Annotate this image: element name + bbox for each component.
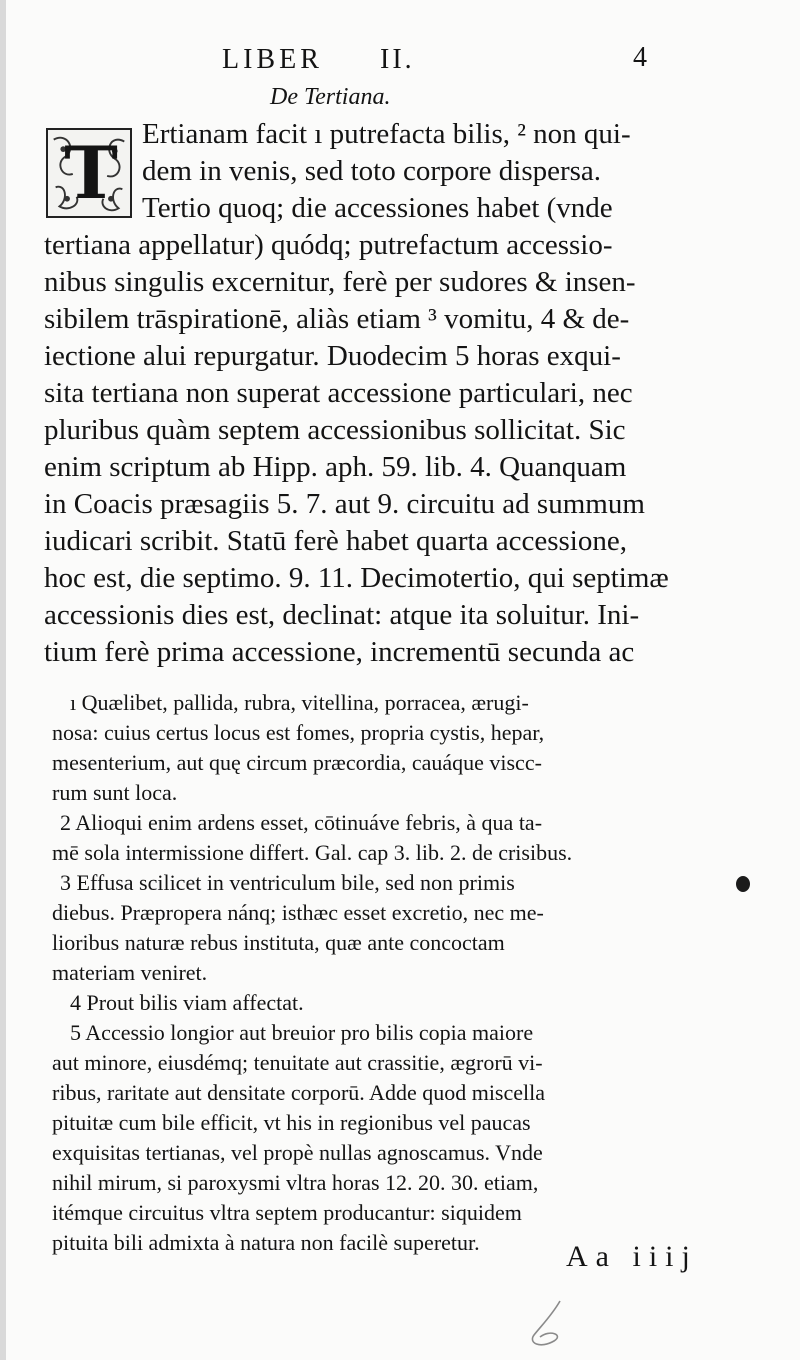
note-line: diebus. Præpropera nánq; isthæc esset excretio, nec me-	[52, 900, 544, 925]
main-text-line: in Coacis præsagiis 5. 7. aut 9. circuitu ad summum	[44, 488, 645, 520]
note-line: nosa: cuius certus locus est fomes, propria cystis, hepar,	[52, 720, 545, 745]
chapter-title: De Tertiana.	[270, 84, 391, 110]
folio-number: 4	[633, 42, 647, 73]
ink-blot	[736, 876, 750, 892]
pencil-scribble-icon	[520, 1295, 580, 1355]
note-line: aut minore, eiusdémq; tenuitate aut crassitie, ægrorū vi-	[52, 1050, 543, 1075]
note-line: 3 Effusa scilicet in ventriculum bile, sed non primis	[60, 870, 515, 895]
note-line: mesenterium, aut quę circum præcordia, cauáque viscc-	[52, 750, 542, 775]
note-line: ribus, raritate aut densitate corporū. Adde quod miscella	[52, 1080, 546, 1105]
note-line: nihil mirum, si paroxysmi vltra horas 12. 20. 30. etiam,	[52, 1170, 539, 1195]
main-text-line: iectione alui repurgatur. Duodecim 5 horas exqui-	[44, 340, 621, 372]
note-line: pituitæ cum bile efficit, vt his in regionibus vel paucas	[52, 1110, 531, 1135]
main-text-line: hoc est, die septimo. 9. 11. Decimotertio, qui septimæ	[44, 562, 669, 594]
note-line: mē sola intermissione differt. Gal. cap 3. lib. 2. de crisibus.	[52, 840, 573, 865]
note-line: 5 Accessio longior aut breuior pro bilis copia maiore	[70, 1020, 534, 1045]
main-text-line: pluribus quàm septem accessionibus sollicitat. Sic	[44, 414, 626, 446]
note-line: 2 Alioqui enim ardens esset, cōtinuáve febris, à qua ta-	[60, 810, 543, 835]
note-line: rum sunt loca.	[52, 780, 178, 805]
note-line: pituita bili admixta à natura non facilè superetur.	[52, 1230, 480, 1255]
main-text-line: nibus singulis excernitur, ferè per sudores & insen-	[44, 266, 636, 298]
running-head-book: LIBER	[222, 44, 323, 75]
main-text-line: tium ferè prima accessione, incrementū secunda ac	[44, 636, 635, 668]
main-text-line: sibilem trāspirationē, aliàs etiam ³ vomitu, 4 & de-	[44, 303, 630, 335]
running-head	[0, 40, 800, 80]
main-text-line: Tertio quoq; die accessiones habet (vnde	[142, 192, 613, 224]
decorated-initial	[46, 128, 132, 218]
note-line: ı Quælibet, pallida, rubra, vitellina, porracea, ærugi-	[70, 690, 529, 715]
running-head-number: II.	[380, 44, 415, 75]
note-line: itémque circuitus vltra septem producantur: siquidem	[52, 1200, 522, 1225]
note-line: materiam veniret.	[52, 960, 208, 985]
note-line: exquisitas tertianas, vel propè nullas agnoscamus. Vnde	[52, 1140, 543, 1165]
initial-letter: T	[64, 130, 118, 215]
note-line: lioribus naturæ rebus instituta, quæ ante concoctam	[52, 930, 505, 955]
page-edge-shadow	[0, 0, 6, 1360]
main-text-line: enim scriptum ab Hipp. aph. 59. lib. 4. Quanquam	[44, 451, 627, 483]
note-line: 4 Prout bilis viam affectat.	[70, 990, 304, 1015]
main-text-line: sita tertiana non superat accessione particulari, nec	[44, 377, 633, 409]
main-text-line: accessionis dies est, declinat: atque ita soluitur. Ini-	[44, 599, 640, 631]
main-text-line: iudicari scribit. Statū ferè habet quarta accessione,	[44, 525, 627, 557]
signature-mark: Aa iiij	[566, 1240, 698, 1273]
main-text-line: Ertianam facit ı putrefacta bilis, ² non qui-	[142, 118, 631, 150]
main-text-line: dem in venis, sed toto corpore dispersa.	[142, 155, 602, 187]
main-text-line: tertiana appellatur) quódq; putrefactum accessio-	[44, 229, 613, 261]
